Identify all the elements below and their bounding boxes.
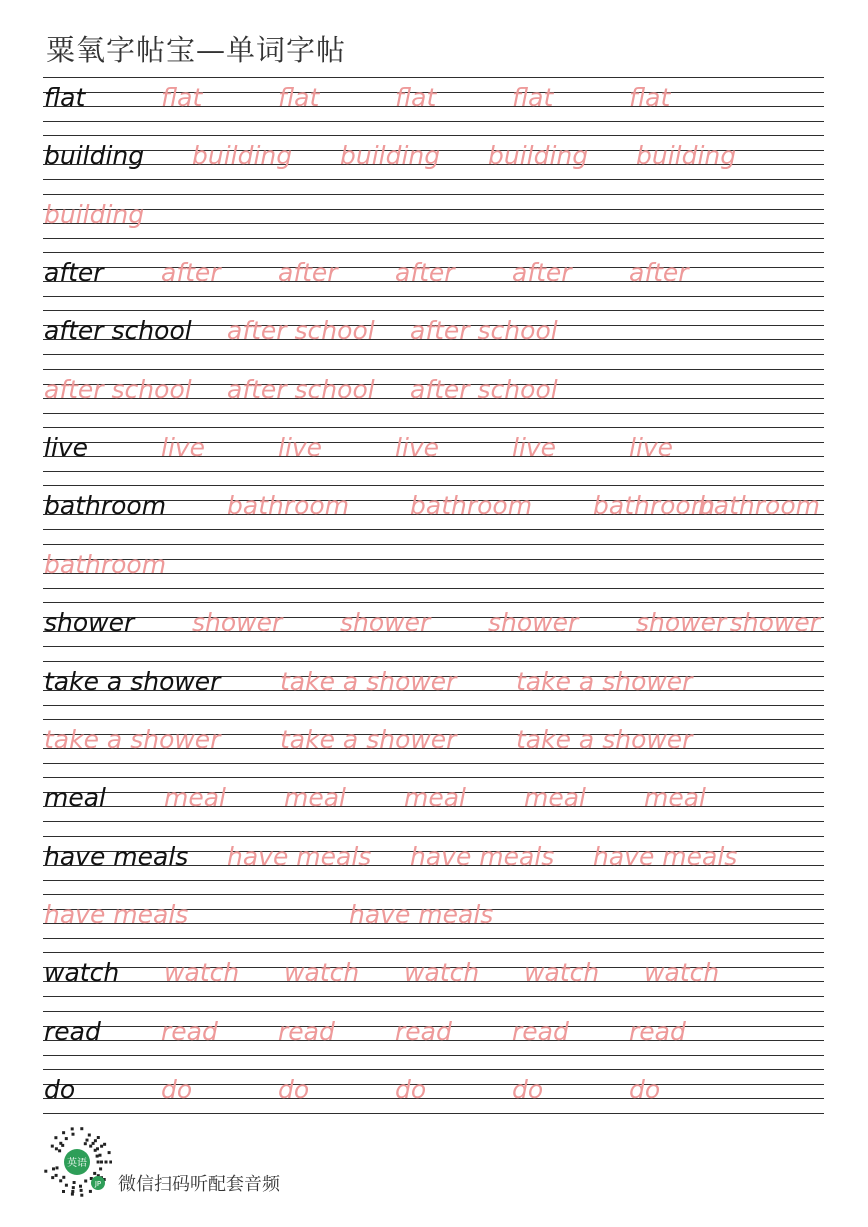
trace-word: do <box>395 1074 427 1104</box>
trace-word: shower <box>192 608 283 638</box>
ruled-line <box>43 1011 824 1012</box>
trace-word: meal <box>524 783 586 813</box>
practice-row <box>0 316 868 374</box>
trace-word: shower <box>488 608 579 638</box>
model-word: take a shower <box>44 666 221 696</box>
model-word: meal <box>44 783 106 813</box>
trace-word: after school <box>227 374 375 404</box>
trace-word: after <box>278 258 338 288</box>
footer-caption: 微信扫码听配套音频 <box>118 1174 280 1195</box>
trace-word: building <box>192 141 293 171</box>
ruled-line <box>43 485 824 486</box>
trace-word: do <box>278 1074 310 1104</box>
ruled-line <box>43 135 824 136</box>
practice-row <box>0 83 868 141</box>
trace-word: live <box>161 433 206 463</box>
trace-word: live <box>629 433 674 463</box>
trace-word: after school <box>410 316 558 346</box>
trace-word: meal <box>404 783 466 813</box>
trace-word: building <box>44 199 145 229</box>
trace-word: shower <box>636 608 727 638</box>
trace-word: after school <box>410 374 558 404</box>
trace-word: after school <box>227 316 375 346</box>
trace-word: after <box>629 258 689 288</box>
trace-word: after school <box>44 374 192 404</box>
ruled-line <box>43 1069 824 1070</box>
qr-badge-text: 英语 <box>67 1158 87 1169</box>
trace-word: take a shower <box>280 666 457 696</box>
trace-word: building <box>488 141 589 171</box>
trace-word: read <box>161 1016 218 1046</box>
trace-word: meal <box>284 783 346 813</box>
ruled-line <box>43 602 824 603</box>
practice-row <box>0 433 868 491</box>
qr-corner-text: JP <box>94 1180 102 1188</box>
trace-word: after <box>395 258 455 288</box>
trace-word: watch <box>164 958 240 988</box>
practice-row <box>0 258 868 316</box>
ruled-line <box>43 719 824 720</box>
ruled-line <box>43 544 824 545</box>
ruled-line <box>43 894 824 895</box>
trace-word: have meals <box>593 841 738 871</box>
model-word: bathroom <box>44 491 167 521</box>
trace-word: have meals <box>349 899 494 929</box>
trace-word: read <box>629 1016 686 1046</box>
ruled-line <box>43 194 824 195</box>
model-word: shower <box>44 608 135 638</box>
ruled-line <box>43 777 824 778</box>
trace-word: building <box>636 141 737 171</box>
ruled-line <box>43 310 824 311</box>
trace-word: live <box>512 433 557 463</box>
practice-row <box>0 1075 868 1133</box>
trace-word: read <box>278 1016 335 1046</box>
trace-word: live <box>278 433 323 463</box>
trace-word: meal <box>644 783 706 813</box>
trace-word: take a shower <box>516 666 693 696</box>
trace-word: building <box>340 141 441 171</box>
model-word: read <box>44 1016 101 1046</box>
model-word: live <box>44 433 89 463</box>
trace-word: do <box>161 1074 193 1104</box>
trace-word: take a shower <box>280 724 457 754</box>
trace-word: watch <box>284 958 360 988</box>
trace-word: bathroom <box>697 491 820 521</box>
trace-word: do <box>512 1074 544 1104</box>
page-title: 粟氧字帖宝—单词字帖 <box>46 33 347 67</box>
practice-row <box>0 141 868 199</box>
trace-word: watch <box>644 958 720 988</box>
trace-word: shower <box>729 608 820 638</box>
trace-word: take a shower <box>44 724 221 754</box>
trace-word: watch <box>524 958 600 988</box>
trace-word: watch <box>404 958 480 988</box>
trace-word: meal <box>164 783 226 813</box>
practice-row <box>0 608 868 666</box>
practice-row <box>0 842 868 900</box>
ruled-line <box>43 427 824 428</box>
practice-row <box>0 667 868 725</box>
trace-word: bathroom <box>227 491 350 521</box>
model-word: have meals <box>44 841 189 871</box>
model-word: after school <box>44 316 192 346</box>
model-word: building <box>44 141 145 171</box>
trace-word: flat <box>395 83 437 112</box>
qr-code-icon[interactable] <box>40 1126 112 1198</box>
trace-word: have meals <box>44 899 189 929</box>
trace-word: flat <box>161 83 203 112</box>
trace-word: after <box>512 258 572 288</box>
practice-row <box>0 725 868 783</box>
ruled-line <box>43 369 824 370</box>
trace-word: bathroom <box>410 491 533 521</box>
trace-word: flat <box>629 83 671 112</box>
practice-row <box>0 550 868 608</box>
trace-word: bathroom <box>44 549 167 579</box>
trace-word: do <box>629 1074 661 1104</box>
practice-row <box>0 900 868 958</box>
trace-word: have meals <box>227 841 372 871</box>
practice-row <box>0 200 868 258</box>
ruled-line <box>43 836 824 837</box>
model-word: after <box>44 258 104 288</box>
trace-word: shower <box>340 608 431 638</box>
trace-word: read <box>512 1016 569 1046</box>
trace-word: flat <box>278 83 320 112</box>
practice-row <box>0 958 868 1016</box>
trace-word: live <box>395 433 440 463</box>
practice-row <box>0 1017 868 1075</box>
practice-row <box>0 491 868 549</box>
trace-word: read <box>395 1016 452 1046</box>
trace-word: take a shower <box>516 724 693 754</box>
practice-row <box>0 783 868 841</box>
ruled-line <box>43 661 824 662</box>
ruled-line <box>43 252 824 253</box>
ruled-line <box>43 952 824 953</box>
model-word: do <box>44 1074 76 1104</box>
trace-word: have meals <box>410 841 555 871</box>
footer <box>40 1126 440 1196</box>
trace-word: bathroom <box>593 491 716 521</box>
ruled-line <box>43 77 824 78</box>
practice-row <box>0 375 868 433</box>
model-word: watch <box>44 958 120 988</box>
model-word: flat <box>44 83 86 112</box>
trace-word: flat <box>512 83 554 112</box>
trace-word: after <box>161 258 221 288</box>
